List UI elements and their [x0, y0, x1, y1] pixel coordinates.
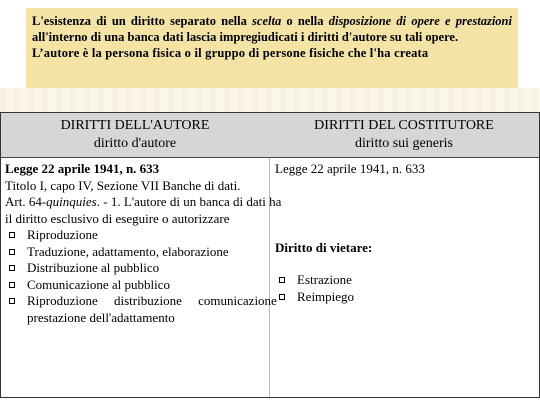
left-cell: [5, 161, 282, 326]
forbid-rights-list: [275, 272, 537, 305]
checkbox-bullet-icon: [9, 249, 15, 255]
note-text: L'esistenza di un diritto separato nella: [32, 14, 253, 28]
header-authors-rights: [1, 117, 269, 153]
list-item-continuation: [5, 310, 267, 327]
right-to-forbid-label: Diritto di vietare:: [275, 239, 373, 255]
spacer: [275, 256, 537, 272]
spacer: [275, 178, 537, 240]
note-paragraph-1: [32, 13, 512, 45]
checkbox-bullet-icon: [279, 277, 285, 283]
exclusive-rights-list: [5, 227, 277, 326]
header-title: DIRITTI DELL'AUTORE: [60, 118, 210, 133]
note-text: all'interno di una banca dati lascia impregiudicati i diritti d'autore su tali opere.: [32, 30, 459, 44]
header-title: DIRITTI DEL COSTITUTORE: [314, 118, 494, 133]
header-watermark: [0, 88, 540, 112]
list-item: [275, 272, 537, 289]
list-item-label: Comunicazione al pubblico: [27, 276, 170, 292]
checkbox-bullet-icon: [279, 294, 285, 300]
note-text: o nella: [281, 14, 329, 28]
list-item-label: Distribuzione al pubblico: [27, 260, 160, 275]
list-item: [5, 227, 267, 244]
article-rest: . - 1. L'autore di un banca di dati ha: [96, 194, 282, 209]
list-item: [5, 293, 277, 310]
note-paragraph-2: L’autore è la persona fisica o il gruppo di persone fisiche che l'ha creata: [32, 46, 429, 60]
right-cell: [275, 161, 537, 305]
list-item: [5, 244, 267, 261]
header-subtitle: diritto d'autore: [93, 136, 177, 151]
checkbox-bullet-icon: [9, 298, 15, 304]
list-item-label: Estrazione: [297, 272, 352, 287]
list-item: [5, 277, 267, 294]
article-text-line2: il diritto esclusivo di eseguire o autorizzare: [5, 210, 230, 226]
table-header: [1, 113, 539, 158]
checkbox-bullet-icon: [9, 232, 15, 238]
title-reference: Titolo I, capo IV, Sezione VII Banche di dati.: [5, 177, 241, 193]
note-italic-scelta: scelta: [252, 14, 282, 28]
column-divider: [269, 157, 270, 397]
header-maker-rights: [269, 117, 539, 153]
list-item: [5, 260, 267, 277]
list-item-label: Riproduzione distribuzione comunicazione: [27, 293, 277, 308]
list-item-label: Reimpiego: [297, 288, 355, 304]
callout-note: [26, 8, 518, 88]
list-item-label: Traduzione, adattamento, elaborazione: [27, 243, 229, 259]
list-item: [275, 289, 537, 306]
header-subtitle: diritto sui generis: [355, 136, 453, 151]
law-reference: Legge 22 aprile 1941, n. 633: [5, 161, 160, 176]
list-item-label: prestazione dell'adattamento: [27, 309, 175, 325]
article-prefix: Art. 64-: [5, 194, 47, 209]
law-reference: Legge 22 aprile 1941, n. 633: [275, 161, 425, 176]
article-italic: quinquies: [46, 194, 97, 209]
list-item-label: Riproduzione: [27, 227, 98, 242]
rights-table: [0, 112, 540, 398]
article-text: [5, 194, 282, 211]
note-italic-disposizione: disposizione di opere e prestazioni: [328, 14, 512, 28]
checkbox-bullet-icon: [9, 282, 15, 288]
checkbox-bullet-icon: [9, 265, 15, 271]
